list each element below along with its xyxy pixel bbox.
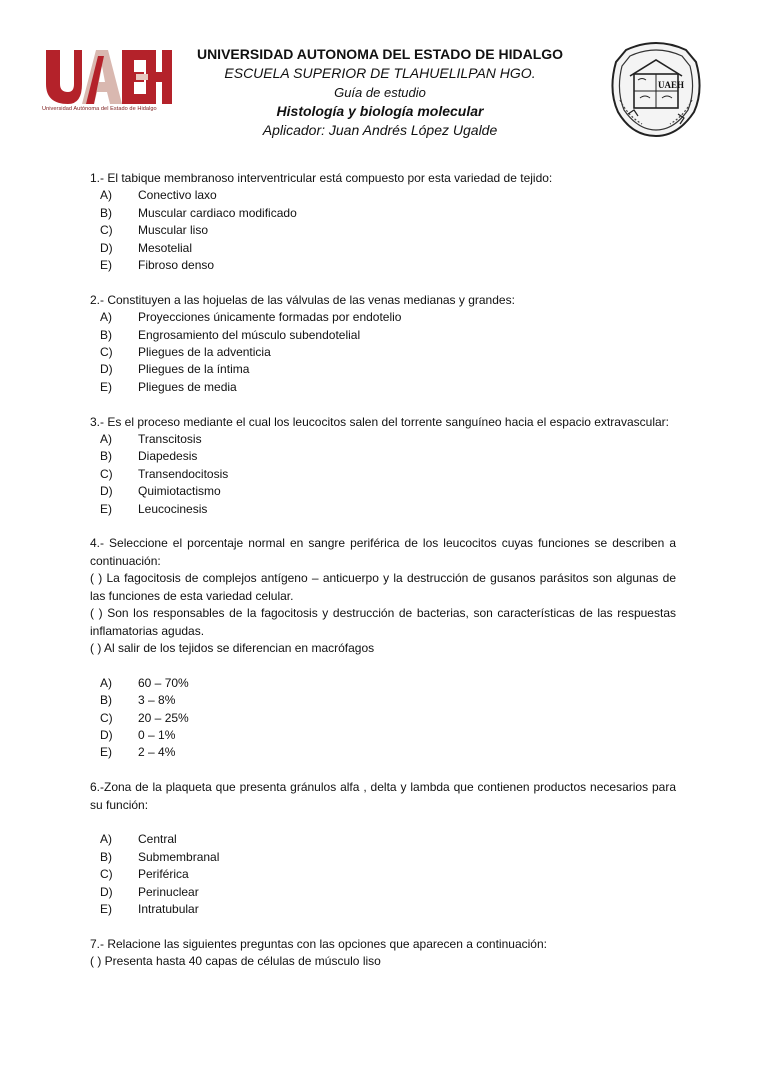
school-name: ESCUELA SUPERIOR DE TLAHUELILPAN HGO. xyxy=(224,65,536,81)
option-e: E) Intratubular xyxy=(100,901,199,916)
document-type: Guía de estudio xyxy=(334,85,426,100)
options-list xyxy=(90,187,676,274)
statement-1: ( ) La fagocitosis de complejos antígeno – anticuerpo y la destrucción de gusanos parásitos son algunas de las funciones de esta variedad celular. xyxy=(90,571,676,603)
question-1 xyxy=(90,170,676,274)
option-a: A) Central xyxy=(100,832,177,847)
option-c: C) Periférica xyxy=(100,867,189,882)
option-b: B) Muscular cardiaco modificado xyxy=(100,205,297,220)
option-a: A) Transcitosis xyxy=(100,432,202,447)
option-c: C) Transendocitosis xyxy=(100,466,229,481)
option-c: C) Muscular liso xyxy=(100,223,209,238)
question-text: 2.- Constituyen a las hojuelas de las válvulas de las venas medianas y grandes: xyxy=(90,292,515,307)
question-6 xyxy=(90,779,676,918)
university-seal-icon xyxy=(608,40,704,138)
question-text: 3.- Es el proceso mediante el cual los leucocitos salen del torrente sanguíneo hacia el espacio extravascular: xyxy=(90,414,669,429)
option-d: D) 0 – 1% xyxy=(100,727,176,742)
statement-3: ( ) Al salir de los tejidos se diferencian en macrófagos xyxy=(90,640,375,655)
question-text: 6.-Zona de la plaqueta que presenta gránulos alfa , delta y lambda que contienen productos necesarios para su función: xyxy=(90,780,676,812)
option-e: E) 2 – 4% xyxy=(100,745,176,760)
option-d: D) Perinuclear xyxy=(100,884,199,899)
option-c: C) Pliegues de la adventicia xyxy=(100,345,271,360)
options-list xyxy=(90,831,676,918)
option-b: B) 3 – 8% xyxy=(100,693,176,708)
option-d: D) Mesotelial xyxy=(100,240,193,255)
university-seal xyxy=(608,40,704,138)
statement-2: ( ) Son los responsables de la fagocitosis y destrucción de bacterias, son características de las respuestas inflamatorias agudas. xyxy=(90,606,676,638)
question-7 xyxy=(90,936,676,971)
university-name: UNIVERSIDAD AUTONOMA DEL ESTADO DE HIDALGO xyxy=(196,46,564,62)
options-list xyxy=(90,675,676,762)
option-b: B) Submembranal xyxy=(100,849,220,864)
question-4 xyxy=(90,535,676,761)
uaeh-logo xyxy=(42,44,174,116)
option-a: A) Conectivo laxo xyxy=(100,188,217,203)
option-a: A) 60 – 70% xyxy=(100,675,189,690)
uaeh-logo-caption: Universidad Autónoma del Estado de Hidalgo xyxy=(42,106,157,112)
applicator-name: Aplicador: Juan Andrés López Ugalde xyxy=(262,122,498,138)
option-d: D) Pliegues de la íntima xyxy=(100,362,250,377)
question-text: 7.- Relacione las siguientes preguntas con las opciones que aparecen a continuación: xyxy=(90,936,547,951)
option-c: C) 20 – 25% xyxy=(100,710,189,725)
options-list xyxy=(90,431,676,518)
seal-lettering: UAEH xyxy=(658,80,685,90)
question-list xyxy=(90,170,676,988)
question-2 xyxy=(90,292,676,396)
question-text: 1.- El tabique membranoso interventricular está compuesto por esta variedad de tejido: xyxy=(90,171,553,185)
document-header xyxy=(170,45,590,140)
option-d: D) Quimiotactismo xyxy=(100,484,221,499)
subject-title: Histología y biología molecular xyxy=(276,103,484,119)
question-text: 4.- Seleccione el porcentaje normal en sangre periférica de los leucocitos cuyas funciones se describen a continuación: xyxy=(90,536,676,568)
option-b: B) Diapedesis xyxy=(100,449,198,464)
question-3 xyxy=(90,414,676,518)
option-a: A) Proyecciones únicamente formadas por endotelio xyxy=(100,310,402,325)
uaeh-wordmark-icon xyxy=(42,44,174,106)
options-list xyxy=(90,309,676,396)
statement-1: ( ) Presenta hasta 40 capas de células de músculo liso xyxy=(90,954,381,969)
option-e: E) Pliegues de media xyxy=(100,379,237,394)
option-e: E) Fibroso denso xyxy=(100,258,215,273)
option-b: B) Engrosamiento del músculo subendotelial xyxy=(100,327,361,342)
option-e: E) Leucocinesis xyxy=(100,501,208,516)
